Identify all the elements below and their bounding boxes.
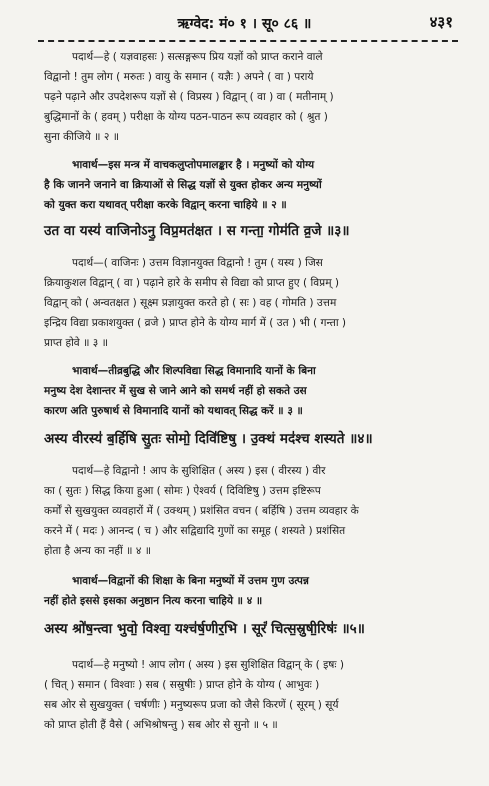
text-line: है कि जानने जनाने वा क्रियाओं से सिद्ध यज्ञों से युक्त होकर अन्य मनुष्यों (44, 179, 322, 191)
text-line: पदार्थ—हे विद्वानो ! आप के सुशिक्षित ( अस्य ) इस ( वीरस्य ) वीर (72, 465, 326, 477)
text-line: पदार्थ—हे मनुष्यो ! आप लोग ( अस्य ) इस सुशिक्षित विद्वान् के ( इषः ) (72, 659, 345, 671)
text-line: भावार्थ—इस मन्त्र में वाचकलुप्तोपमालङ्कार है । मनुष्यों को योग्य (72, 159, 315, 171)
text-line: ( चित् ) समान ( विश्वाः ) सब ( सस्रुषीः ) प्राप्त होने के योग्य ( आभुवः ) (44, 679, 320, 691)
text-line: होता है अन्य का नहीं ॥ ४ ॥ (44, 545, 152, 557)
header-title: ऋग्वेद: मं० १ । सू० ८६ ॥ (177, 16, 312, 32)
text-line: नहीं होते इससे इसका अनुष्ठान नित्य करना चाहिये ॥ ४ ॥ (44, 595, 263, 607)
running-header (0, 14, 489, 36)
text-line: पढ़ने पढ़ाने और उपदेशरूप यज्ञों से ( विप्रस्य ) विद्वान् ( वा ) वा ( मतीनाम् ) (44, 91, 334, 103)
text-line: करने में ( मदः ) आनन्द ( च ) और सद्विद्यादि गुणों का समूह ( शस्यते ) प्रशंसित (44, 525, 346, 537)
text-line: पदार्थ—हे ( यज्ञवाहसः ) सत्सङ्गरूप प्रिय यज्ञों को प्राप्त कराने वाले (72, 51, 323, 63)
text-line: को युक्त करा यथावत् परीक्षा करके विद्वान् करना चाहिये ॥ २ ॥ (44, 199, 287, 211)
text-line: क्रियाकुशल विद्वान् ( वा ) पढ़ाने हारे के समीप से विद्या को प्राप्त हुए ( विप्रम् ) (44, 277, 340, 289)
text-line: प्राप्त होवे ॥ ३ ॥ (44, 337, 109, 349)
mantra-5: अस्य श्रो॑ष॒न्त्वा भुवो॒ विश्वा॒ यश्च॑र्ष॒णीर॒भि । सूरं॑ चित्स॒स्रुषी॒रिषः॑ ॥५॥ (44, 621, 365, 637)
page-number: ४३१ (429, 13, 453, 31)
text-line: पदार्थ—( वाजिनः ) उत्तम विज्ञानयुक्त विद्वानो ! तुम ( यस्य ) जिस (72, 257, 323, 269)
text-line: भावार्थ—तीव्रबुद्धि और शिल्पविद्या सिद्ध विमानादि यानों के बिना (72, 365, 316, 377)
text-line: सब ओर से सुखयुक्त ( चर्षणीः ) मनुष्यरूप प्रजा को जैसे किरणें ( सूरम् ) सूर्य (44, 699, 339, 711)
text-line: विद्वानो ! तुम लोग ( मरुतः ) वायु के समान ( यज्ञैः ) अपने ( वा ) पराये (44, 71, 314, 83)
mantra-3: उत वा यस्य॑ वाजिनोऽनु॒ विप्र॒मत॑क्षत । स गन्ता॒ गोम॑ति व्र॒जे ॥३॥ (44, 223, 350, 239)
text-line: बुद्धिमानों के ( हवम् ) परीक्षा के योग्य पठन-पाठन रूप व्यवहार को ( श्रुत ) (44, 111, 328, 123)
text-line: विद्वान् को ( अन्वतक्षत ) सूक्ष्म प्रज्ञायुक्त करते हो ( सः ) वह ( गोमति ) उत्तम (44, 297, 337, 309)
text-line: कारण अति पुरुषार्थ से विमानादि यानों को यथावत् सिद्ध करें ॥ ३ ॥ (44, 405, 303, 417)
text-line: का ( सुतः ) सिद्ध किया हुआ ( सोमः ) ऐश्वर्य ( दिविष्टिषु ) उत्तम इष्टिरूप (44, 485, 321, 497)
mantra-4: अस्य वीरस्य॑ ब॒र्हिषि सु॒तः सोमो॒ दिवि॑ष्टिषु । उ॒क्थं मद॑श्च शस्यते ॥४॥ (44, 431, 373, 447)
text-line: कर्मों से सुखयुक्त व्यवहारों में ( उक्थम् ) प्रशंसित वचन ( बर्हिषि ) उत्तम व्यवहार के (44, 505, 359, 517)
header-rule (38, 40, 458, 42)
text-line: इन्द्रिय विद्या प्रकाशयुक्त ( व्रजे ) प्राप्त होने के योग्य मार्ग में ( उत ) भी ( गन्ता ) (44, 317, 347, 329)
text-line: सुना कीजिये ॥ २ ॥ (44, 131, 120, 143)
text-line: भावार्थ—विद्वानों की शिक्षा के बिना मनुष्यों में उत्तम गुण उत्पन्न (72, 575, 309, 587)
text-line: को प्राप्त होती हैं वैसे ( अभिश्रोषन्तु ) सब ओर से सुनो ॥ ५ ॥ (44, 719, 278, 731)
text-line: मनुष्य देश देशान्तर में सुख से जाने आने को समर्थ नहीं हो सकते उस (44, 385, 307, 397)
